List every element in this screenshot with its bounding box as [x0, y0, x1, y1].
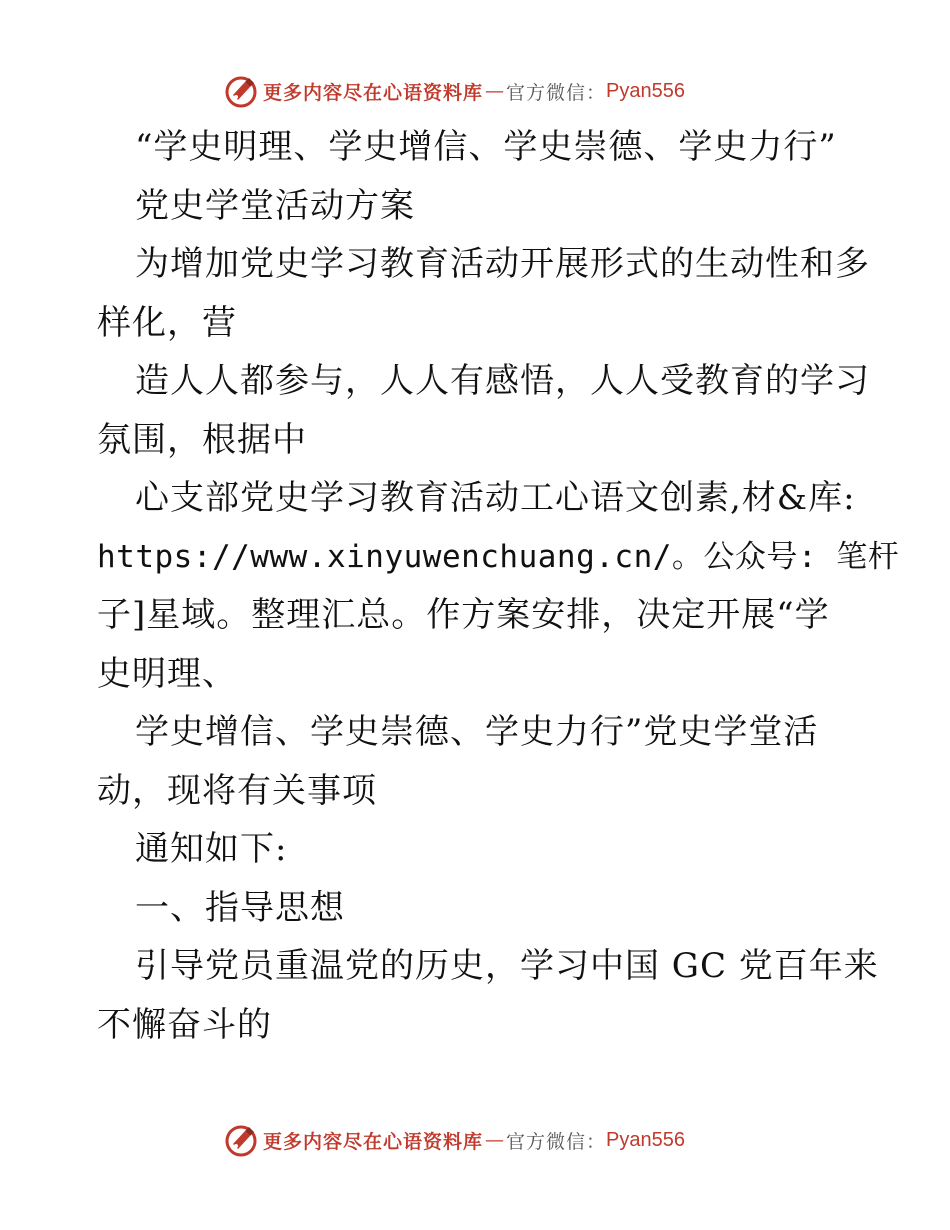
doc-line: 为增加党史学习教育活动开展形式的生动性和多: [135, 244, 870, 284]
doc-line: 通知如下:: [135, 829, 288, 869]
watermark-label: 官方微信：: [506, 81, 607, 104]
doc-line: 引导党员重温党的历史，学习中国 GC 党百年来: [135, 946, 879, 986]
doc-line: 造人人都参与，人人有感悟，人人受教育的学习: [135, 361, 870, 401]
doc-section-heading: 一、指导思想: [135, 887, 345, 928]
doc-title-line: “学史明理、学史增信、学史崇德、学史力行”: [135, 127, 837, 167]
doc-line: 学史增信、学史崇德、学史力行”党史学堂活: [135, 712, 819, 752]
doc-subtitle-line: 党史学堂活动方案: [135, 185, 415, 226]
brand-logo-icon: [223, 1122, 259, 1158]
doc-line: 心支部党史学习教育活动工心语文创素,材&库:: [135, 478, 856, 518]
document-body: [97, 118, 900, 1054]
footer-watermark: [0, 1120, 950, 1160]
watermark-id: Pyan556: [606, 79, 685, 102]
watermark-brand: 更多内容尽在心语资料库: [263, 81, 484, 104]
doc-line: 样化，营: [97, 302, 237, 343]
header-watermark: [0, 71, 950, 111]
doc-line: 子]星域。整理汇总。作方案安排，决定开展“学: [97, 595, 830, 635]
doc-line: 不懈奋斗的: [97, 1004, 272, 1045]
watermark-brand: 更多内容尽在心语资料库: [263, 1130, 484, 1153]
doc-url-line: https://www.xinyuwenchuang.cn/。公众号: 笔杆: [97, 538, 900, 575]
watermark-dash: —: [485, 1129, 505, 1151]
doc-line: 氛围，根据中: [97, 419, 307, 460]
watermark-id: Pyan556: [606, 1128, 685, 1151]
brand-logo-icon: [223, 73, 259, 109]
doc-line: 动，现将有关事项: [97, 770, 377, 811]
watermark-label: 官方微信：: [506, 1130, 607, 1153]
watermark-dash: —: [485, 80, 505, 102]
doc-line: 史明理、: [97, 653, 237, 694]
